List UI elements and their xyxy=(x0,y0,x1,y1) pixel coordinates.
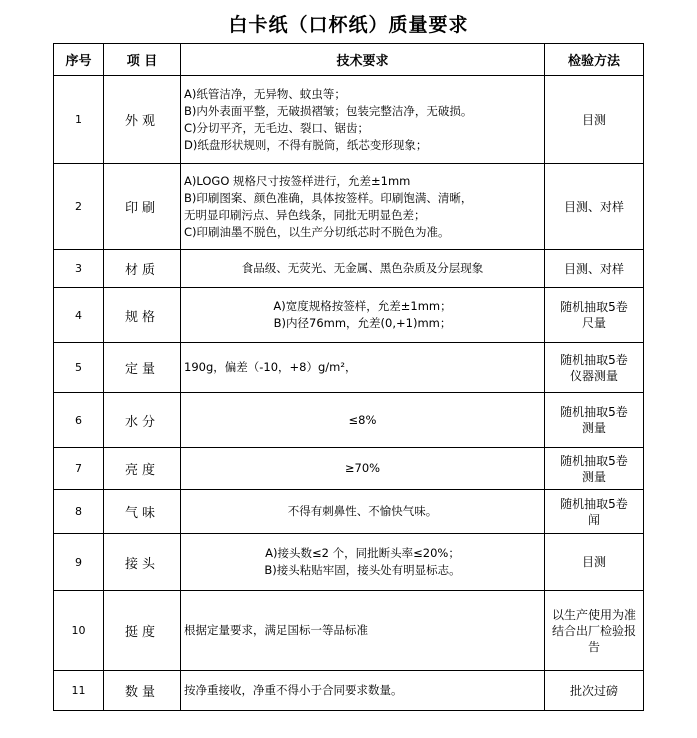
method-line: 尺量 xyxy=(581,316,606,330)
method-line: 仪器测量 xyxy=(569,368,618,383)
row-seq: 11 xyxy=(54,671,104,711)
row-method xyxy=(545,343,644,393)
row-method xyxy=(545,164,644,250)
table-row xyxy=(54,343,644,393)
row-method xyxy=(545,76,644,164)
row-item: 接头 xyxy=(104,534,181,591)
requirement-line: C)分切平齐，无毛边、裂口、锯齿； xyxy=(184,120,370,135)
row-method xyxy=(545,490,644,534)
row-requirement xyxy=(181,591,545,671)
table-row xyxy=(54,490,644,534)
row-method xyxy=(545,288,644,343)
row-item: 数量 xyxy=(104,671,181,711)
row-item: 水分 xyxy=(104,393,181,448)
row-item: 定量 xyxy=(104,343,181,393)
document-title: 白卡纸（口杯纸）质量要求 xyxy=(228,14,469,36)
row-method xyxy=(545,448,644,490)
method-line: 目测 xyxy=(581,555,606,569)
row-seq: 4 xyxy=(54,288,104,343)
row-seq: 8 xyxy=(54,490,104,534)
method-line: 随机抽取5卷 xyxy=(560,405,628,419)
row-requirement xyxy=(181,534,545,591)
row-item: 挺度 xyxy=(104,591,181,671)
row-method xyxy=(545,393,644,448)
row-requirement xyxy=(181,671,545,711)
row-seq: 7 xyxy=(54,448,104,490)
requirement-line: 按净重接收，净重不得小于合同要求数量。 xyxy=(184,683,403,697)
row-requirement xyxy=(181,76,545,164)
requirement-line: 根据定量要求，满足国标一等品标准 xyxy=(184,623,368,637)
quality-spec-table xyxy=(53,43,644,711)
row-item: 规格 xyxy=(104,288,181,343)
method-line: 批次过磅 xyxy=(569,683,618,698)
row-requirement xyxy=(181,393,545,448)
requirement-line: 无明显印刷污点、异色线条，同批无明显色差； xyxy=(184,207,426,222)
requirement-line: 食品级、无荧光、无金属、黑色杂质及分层现象 xyxy=(241,261,484,275)
row-item: 材质 xyxy=(104,250,181,288)
table-row xyxy=(54,591,644,671)
row-seq: 5 xyxy=(54,343,104,393)
row-method xyxy=(545,671,644,711)
method-line: 随机抽取5卷 xyxy=(560,352,628,367)
row-requirement xyxy=(181,448,545,490)
table-row xyxy=(54,448,644,490)
header-seq: 序号 xyxy=(54,44,104,76)
table-row xyxy=(54,76,644,164)
requirement-line: A)宽度规格按签样，允差±1mm； xyxy=(273,299,452,313)
row-requirement xyxy=(181,250,545,288)
requirement-line: B)印刷图案、颜色准确，具体按签样。印刷饱满、清晰， xyxy=(184,190,473,205)
row-method xyxy=(545,591,644,671)
requirement-line: A)纸管洁净，无异物、蚊虫等； xyxy=(184,86,346,101)
row-seq: 2 xyxy=(54,164,104,250)
method-line: 结合出厂检验报告 xyxy=(551,623,636,654)
row-method xyxy=(545,250,644,288)
method-line: 目测 xyxy=(581,112,606,127)
method-line: 测量 xyxy=(581,469,606,484)
requirement-line: 不得有刺鼻性、不愉快气味。 xyxy=(287,504,438,518)
method-line: 测量 xyxy=(581,421,606,435)
table-row xyxy=(54,288,644,343)
table-row xyxy=(54,671,644,711)
table-row xyxy=(54,534,644,591)
requirement-line: 190g，偏差（-10，+8）g/m²， xyxy=(184,360,357,374)
row-requirement xyxy=(181,490,545,534)
row-seq: 9 xyxy=(54,534,104,591)
header-method: 检验方法 xyxy=(545,44,644,76)
method-line: 闻 xyxy=(587,512,600,527)
method-line: 随机抽取5卷 xyxy=(560,453,628,468)
row-item: 印刷 xyxy=(104,164,181,250)
method-line: 目测、对样 xyxy=(563,261,624,276)
row-seq: 10 xyxy=(54,591,104,671)
row-seq: 1 xyxy=(54,76,104,164)
row-requirement xyxy=(181,164,545,250)
table-row xyxy=(54,393,644,448)
row-requirement xyxy=(181,343,545,393)
requirement-line: B)内径76mm，允差(0,+1)mm； xyxy=(273,316,452,330)
method-line: 随机抽取5卷 xyxy=(560,496,628,511)
row-item: 亮度 xyxy=(104,448,181,490)
header-requirement: 技术要求 xyxy=(181,44,545,76)
requirement-line: B)内外表面平整，无破损褶皱；包装完整洁净，无破损。 xyxy=(184,103,473,118)
row-seq: 6 xyxy=(54,393,104,448)
row-item: 气味 xyxy=(104,490,181,534)
requirement-line: C)印刷油墨不脱色，以生产分切纸芯时不脱色为准。 xyxy=(184,224,450,239)
requirement-line: ≤8% xyxy=(348,412,377,427)
method-line: 目测、对样 xyxy=(563,199,624,214)
table-row xyxy=(54,250,644,288)
method-line: 随机抽取5卷 xyxy=(560,300,628,314)
row-item: 外观 xyxy=(104,76,181,164)
requirement-line: B)接头粘贴牢固，接头处有明显标志。 xyxy=(264,563,461,577)
table-row xyxy=(54,164,644,250)
row-method xyxy=(545,534,644,591)
requirement-line: D)纸盘形状规则，不得有脱筒，纸芯变形现象； xyxy=(184,137,428,152)
row-requirement xyxy=(181,288,545,343)
method-line: 以生产使用为准 xyxy=(551,607,636,622)
requirement-line: A)LOGO 规格尺寸按签样进行，允差±1mm xyxy=(184,173,411,188)
header-item: 项 目 xyxy=(104,44,181,76)
row-seq: 3 xyxy=(54,250,104,288)
requirement-line: A)接头数≤2 个，同批断头率≤20%； xyxy=(265,546,460,560)
header-row xyxy=(54,44,644,76)
requirement-line: ≥70% xyxy=(344,461,381,475)
